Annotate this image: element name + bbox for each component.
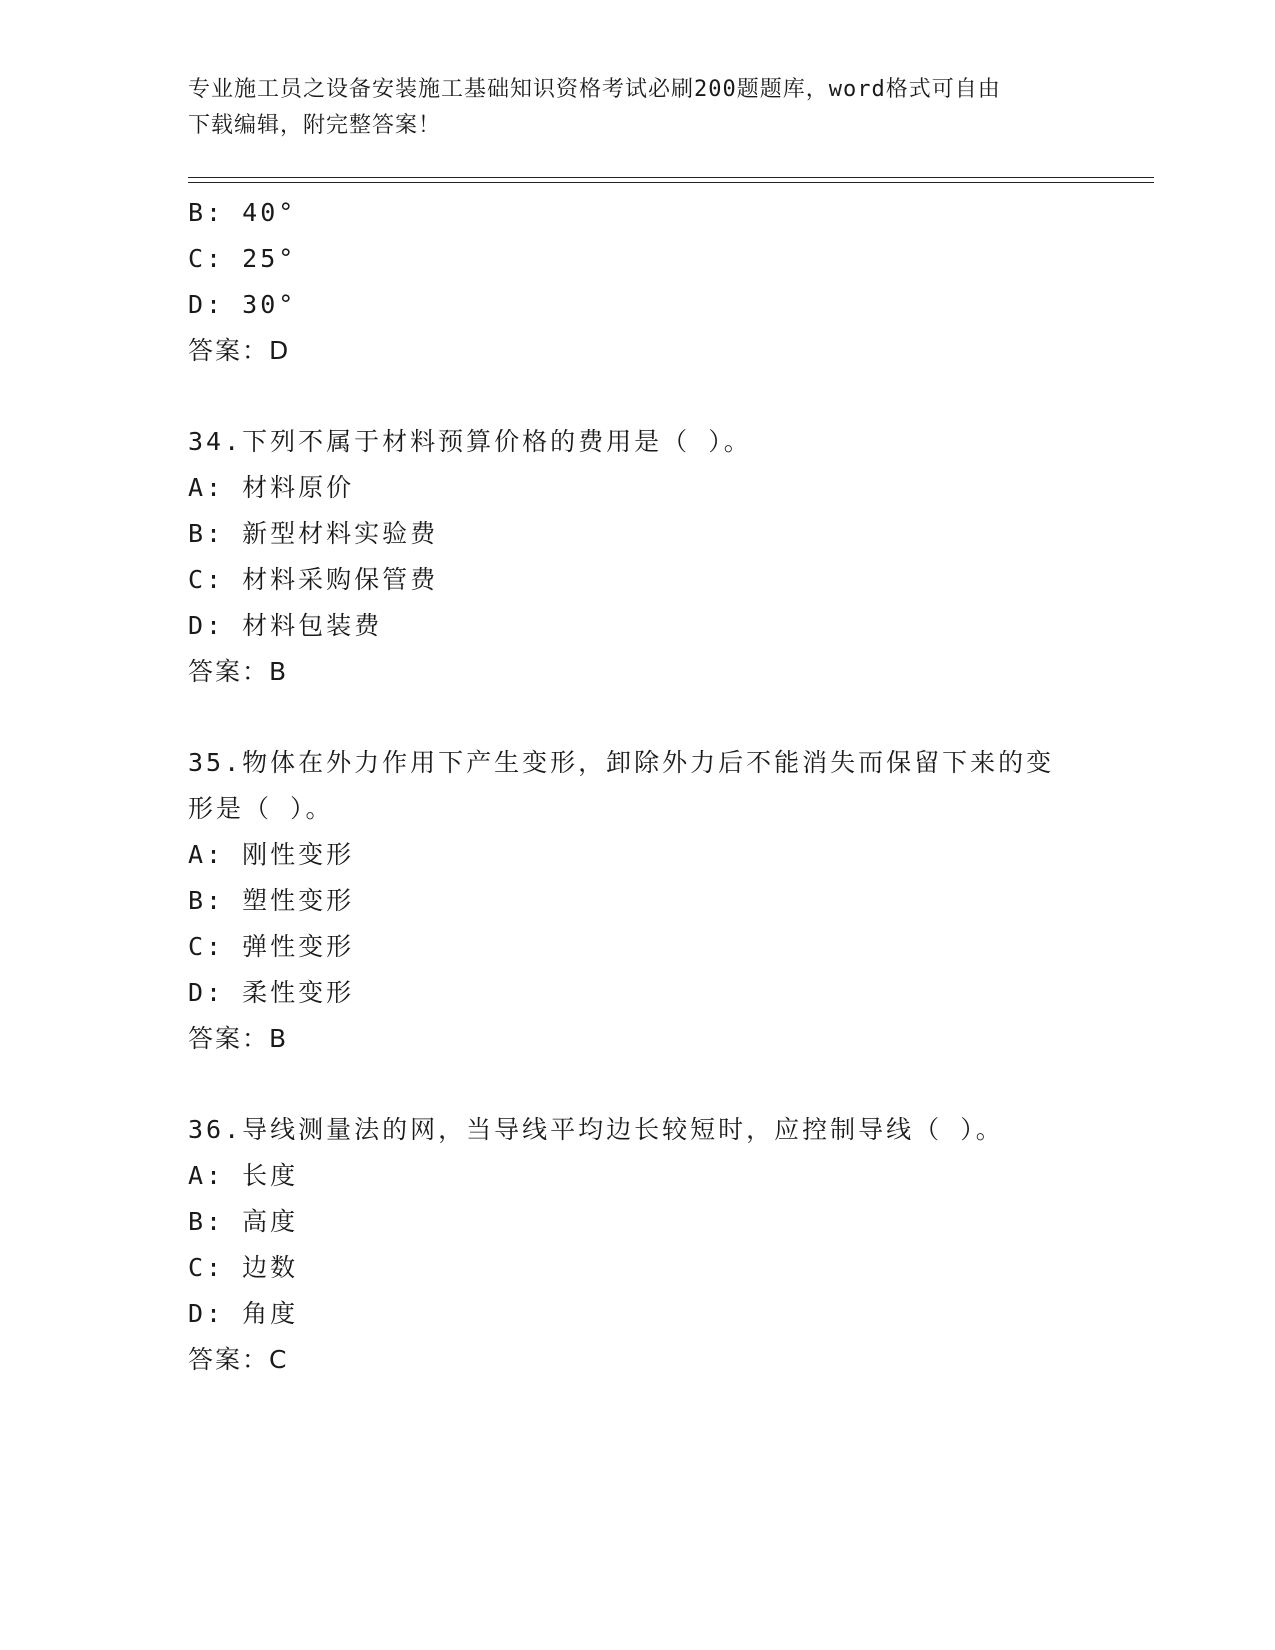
option-a: A: 材料原价 [188,473,355,502]
option-a: A: 长度 [188,1161,299,1190]
question-34 [188,419,1088,695]
question-stem-line-1: 35.物体在外力作用下产生变形，卸除外力后不能消失而保留下来的变 [188,748,1055,777]
answer: 答案：D [188,336,291,365]
option-a: A: 刚性变形 [188,840,355,869]
option-d: D: 柔性变形 [188,978,355,1007]
option-d: D: 角度 [188,1299,299,1328]
option-b: B: 高度 [188,1207,299,1236]
option-c: C: 弹性变形 [188,932,355,961]
option-b: B: 新型材料实验费 [188,519,439,548]
question-35 [188,740,1088,1062]
header-divider-top [188,177,1154,178]
header-divider-bottom [188,182,1154,183]
answer: 答案：B [188,1024,289,1053]
question-33 [188,190,1088,374]
header-line-2: 下载编辑，附完整答案！ [188,113,442,138]
option-d: D: 材料包装费 [188,611,383,640]
question-stem: 34.下列不属于材料预算价格的费用是（ ）。 [188,427,752,456]
question-36 [188,1107,1088,1383]
answer: 答案：B [188,657,289,686]
option-c: C: 边数 [188,1253,299,1282]
option-b: B: 40° [188,198,297,227]
option-b: B: 塑性变形 [188,886,355,915]
option-c: C: 材料采购保管费 [188,565,439,594]
document-header [188,72,1068,144]
question-stem: 36.导线测量法的网，当导线平均边长较短时，应控制导线（ ）。 [188,1115,1004,1144]
question-list [188,190,1088,1383]
answer: 答案：C [188,1345,289,1374]
option-c: C: 25° [188,244,297,273]
header-line-1: 专业施工员之设备安装施工基础知识资格考试必刷200题题库，word格式可自由 [188,77,1001,102]
option-d: D: 30° [188,290,297,319]
question-stem-line-2: 形是（ ）。 [188,794,334,823]
